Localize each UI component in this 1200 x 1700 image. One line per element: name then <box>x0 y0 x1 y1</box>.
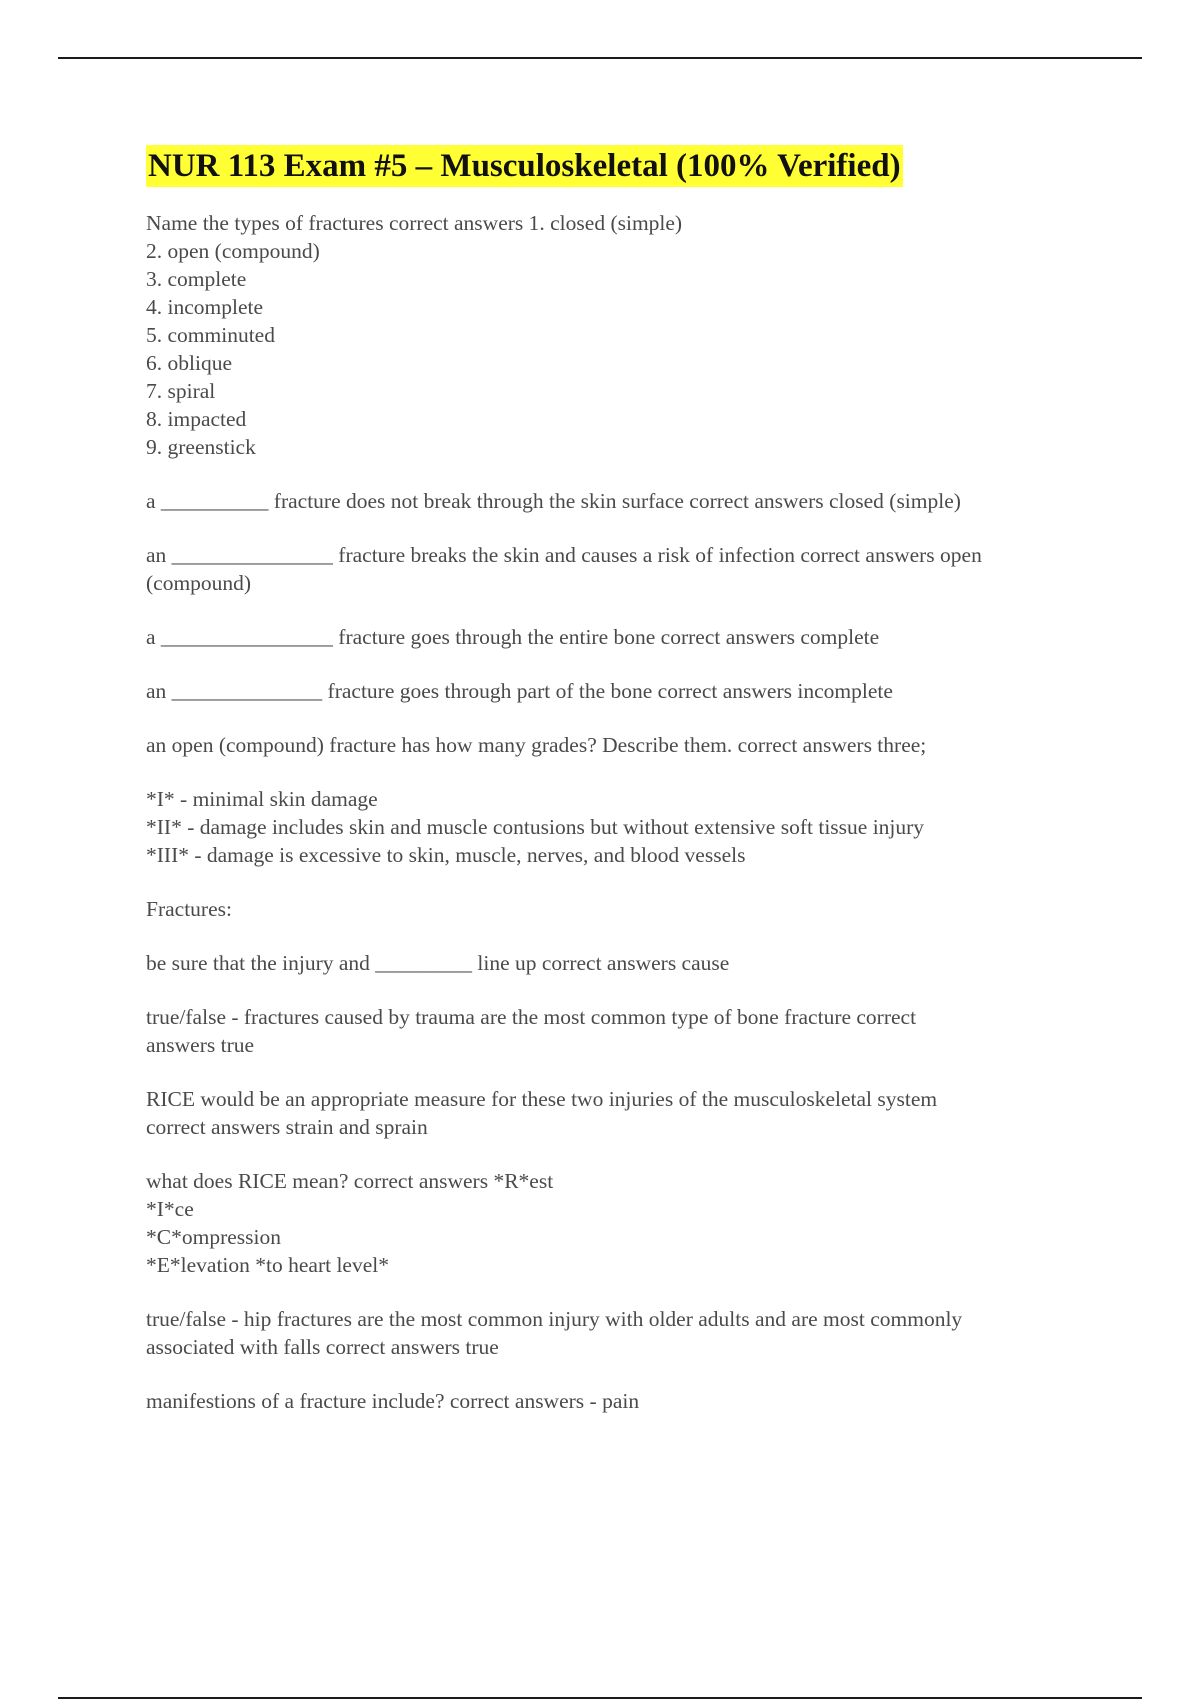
qa-complete-fracture <box>146 623 1096 651</box>
text-line: 3. complete <box>146 267 247 291</box>
text-line: a __________ fracture does not break through the skin surface correct answers closed (simple) <box>146 489 961 513</box>
text-line: 4. incomplete <box>146 295 264 319</box>
bottom-rule <box>58 1697 1142 1699</box>
text-line: *I* - minimal skin damage <box>146 787 378 811</box>
qa-fracture-manifestations <box>146 1387 1096 1415</box>
text-line: true/false - fractures caused by trauma are the most common type of bone fracture correct <box>146 1005 917 1029</box>
grade-list <box>146 785 1096 869</box>
text-line: Name the types of fractures correct answers 1. closed (simple) <box>146 211 683 235</box>
text-line: true/false - hip fractures are the most common injury with older adults and are most commonly <box>146 1307 963 1331</box>
qa-fracture-types <box>146 209 1096 461</box>
text-line: what does RICE mean? correct answers *R*est <box>146 1169 554 1193</box>
qa-open-fracture <box>146 541 1096 597</box>
text-line: (compound) <box>146 571 252 595</box>
qa-closed-fracture <box>146 487 1096 515</box>
text-line: an _______________ fracture breaks the skin and causes a risk of infection correct answers open <box>146 543 982 567</box>
text-line: 7. spiral <box>146 379 216 403</box>
top-rule <box>58 57 1142 59</box>
text-line: *C*ompression <box>146 1225 281 1249</box>
qa-injury-cause <box>146 949 1096 977</box>
text-line: manifestions of a fracture include? correct answers - pain <box>146 1389 640 1413</box>
text-line: correct answers strain and sprain <box>146 1115 428 1139</box>
text-line: associated with falls correct answers true <box>146 1335 499 1359</box>
qa-trauma-fractures <box>146 1003 1096 1059</box>
text-line: an ______________ fracture goes through part of the bone correct answers incomplete <box>146 679 893 703</box>
text-line: RICE would be an appropriate measure for these two injuries of the musculoskeletal system <box>146 1087 938 1111</box>
document-title: NUR 113 Exam #5 – Musculoskeletal (100% Verified) <box>146 145 903 187</box>
text-line: *III* - damage is excessive to skin, muscle, nerves, and blood vessels <box>146 843 746 867</box>
text-line: *II* - damage includes skin and muscle contusions but without extensive soft tissue injury <box>146 815 925 839</box>
qa-hip-fractures <box>146 1305 1096 1361</box>
qa-rice-injuries <box>146 1085 1096 1141</box>
section-heading-fractures <box>146 895 1096 923</box>
text-line: 9. greenstick <box>146 435 256 459</box>
text-line: *E*levation *to heart level* <box>146 1253 389 1277</box>
qa-rice-meaning <box>146 1167 1096 1279</box>
document-body <box>146 145 1096 1441</box>
text-line: an open (compound) fracture has how many grades? Describe them. correct answers three; <box>146 733 927 757</box>
text-line: 8. impacted <box>146 407 247 431</box>
qa-open-fracture-grades <box>146 731 1096 759</box>
text-line: *I*ce <box>146 1197 194 1221</box>
text-line: be sure that the injury and _________ line up correct answers cause <box>146 951 730 975</box>
text-line: 5. comminuted <box>146 323 275 347</box>
text-line: a ________________ fracture goes through the entire bone correct answers complete <box>146 625 880 649</box>
text-line: Fractures: <box>146 897 232 921</box>
text-line: answers true <box>146 1033 255 1057</box>
qa-incomplete-fracture <box>146 677 1096 705</box>
text-line: 2. open (compound) <box>146 239 320 263</box>
text-line: 6. oblique <box>146 351 232 375</box>
